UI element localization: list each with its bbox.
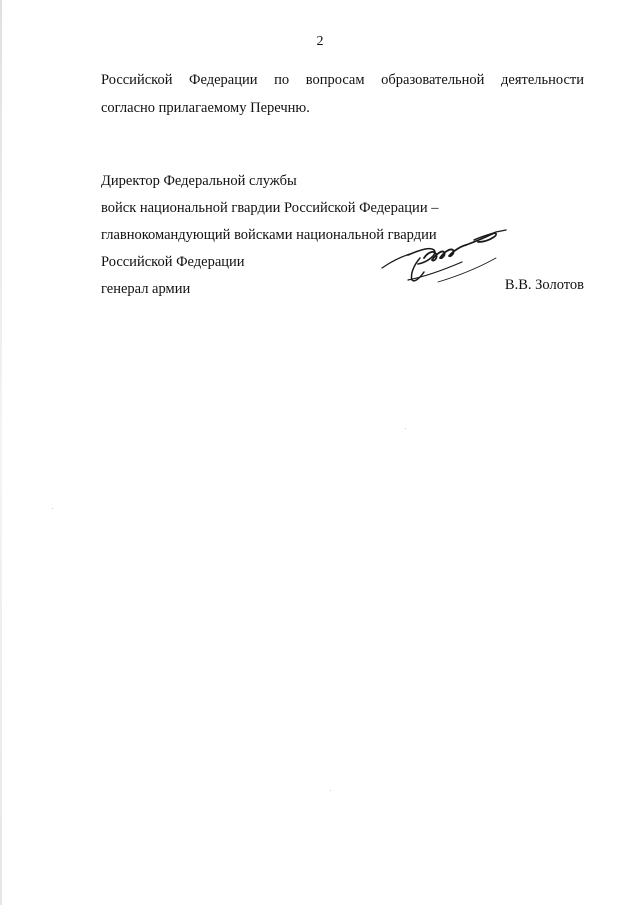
signatory-rank: генерал армии: [101, 281, 191, 297]
body-word: вопросам: [305, 72, 365, 88]
body-paragraph: [101, 66, 584, 122]
body-line-1: [101, 66, 584, 94]
signatory-name: В.В. Золотов: [504, 277, 584, 293]
body-word: Российской: [101, 72, 173, 88]
scan-speck: [405, 428, 406, 429]
body-line-2: согласно прилагаемому Перечню.: [101, 100, 310, 116]
handwritten-signature-image: [378, 228, 518, 288]
scan-edge-shadow: [0, 0, 2, 905]
scan-speck: [52, 508, 53, 509]
scan-speck: [330, 790, 331, 791]
body-word: Федерации: [189, 72, 258, 88]
body-word: деятельности: [501, 72, 585, 88]
signatory-title-line: Российской Федерации: [101, 254, 245, 270]
signatory-title-line: Директор Федеральной службы: [101, 173, 297, 189]
body-word: по: [274, 72, 290, 88]
page-number: 2: [316, 34, 324, 49]
signatory-title-line: войск национальной гвардии Российской Федерации –: [101, 200, 439, 216]
body-word: образовательной: [381, 72, 485, 88]
signatory-title-line: главнокомандующий войсками национальной гвардии: [101, 227, 437, 243]
